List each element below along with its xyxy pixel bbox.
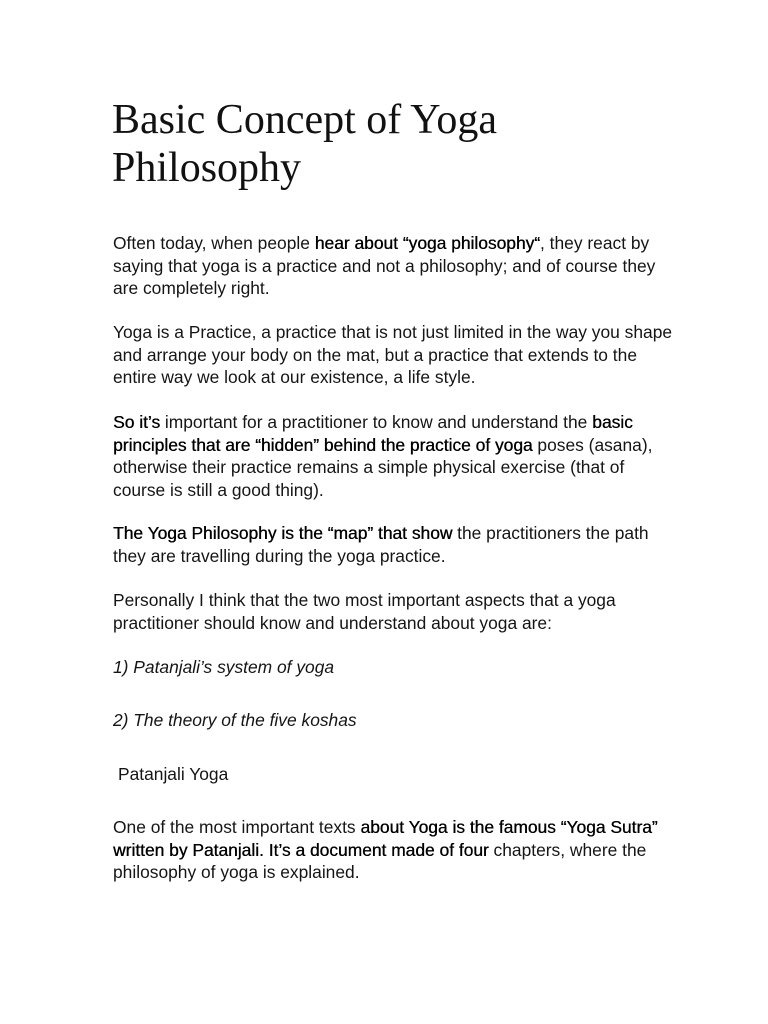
paragraph-principles-bold-start: So it’s xyxy=(113,412,161,432)
title-line-2: Philosophy xyxy=(112,145,302,191)
paragraph-intro-text-end: , they react by saying that yoga is a practice and not a philosophy; and of course they are completely right. xyxy=(113,233,656,298)
paragraph-principles-bold: basic principles that are “hidden” behind the practice of yoga xyxy=(113,412,633,455)
paragraph-map xyxy=(113,522,673,567)
paragraph-map-bold: The Yoga Philosophy is the “map” that show xyxy=(113,523,453,543)
document-title xyxy=(112,96,672,192)
paragraph-yoga-sutra xyxy=(113,816,673,884)
list-item-patanjali: 1) Patanjali’s system of yoga xyxy=(113,657,335,677)
paragraph-intro-bold: hear about “yoga philosophy“ xyxy=(314,233,541,253)
paragraph-intro xyxy=(113,232,673,300)
paragraph-yoga-sutra-text: One of the most important texts xyxy=(113,817,361,837)
paragraph-principles-text: important for a practitioner to know and understand the xyxy=(160,412,593,432)
paragraph-yoga-sutra-bold: about Yoga is the famous “Yoga Sutra” written by Patanjali. It’s a document made of four xyxy=(113,817,658,860)
paragraph-intro-text: Often today, when people xyxy=(113,233,315,253)
paragraph-yoga-sutra-text-end: chapters, where the philosophy of yoga is explained. xyxy=(113,839,647,882)
paragraph-practice: Yoga is a Practice, a practice that is not just limited in the way you shape and arrange your body on the mat, but a practice that extends to the entire way we look at our existence, a life style. xyxy=(113,322,673,387)
subheading-patanjali-yoga: Patanjali Yoga xyxy=(118,764,229,784)
title-line-1: Basic Concept of Yoga xyxy=(112,97,497,143)
paragraph-aspects: Personally I think that the two most important aspects that a yoga practitioner should know and understand about yoga are: xyxy=(113,590,616,633)
list-item-koshas: 2) The theory of the five koshas xyxy=(113,710,357,730)
paragraph-principles-text-end: poses (asana), otherwise their practice remains a simple physical exercise (that of course is still a good thing). xyxy=(113,434,653,500)
paragraph-principles xyxy=(113,411,673,501)
paragraph-map-text: the practitioners the path they are travelling during the yoga practice. xyxy=(113,523,649,566)
